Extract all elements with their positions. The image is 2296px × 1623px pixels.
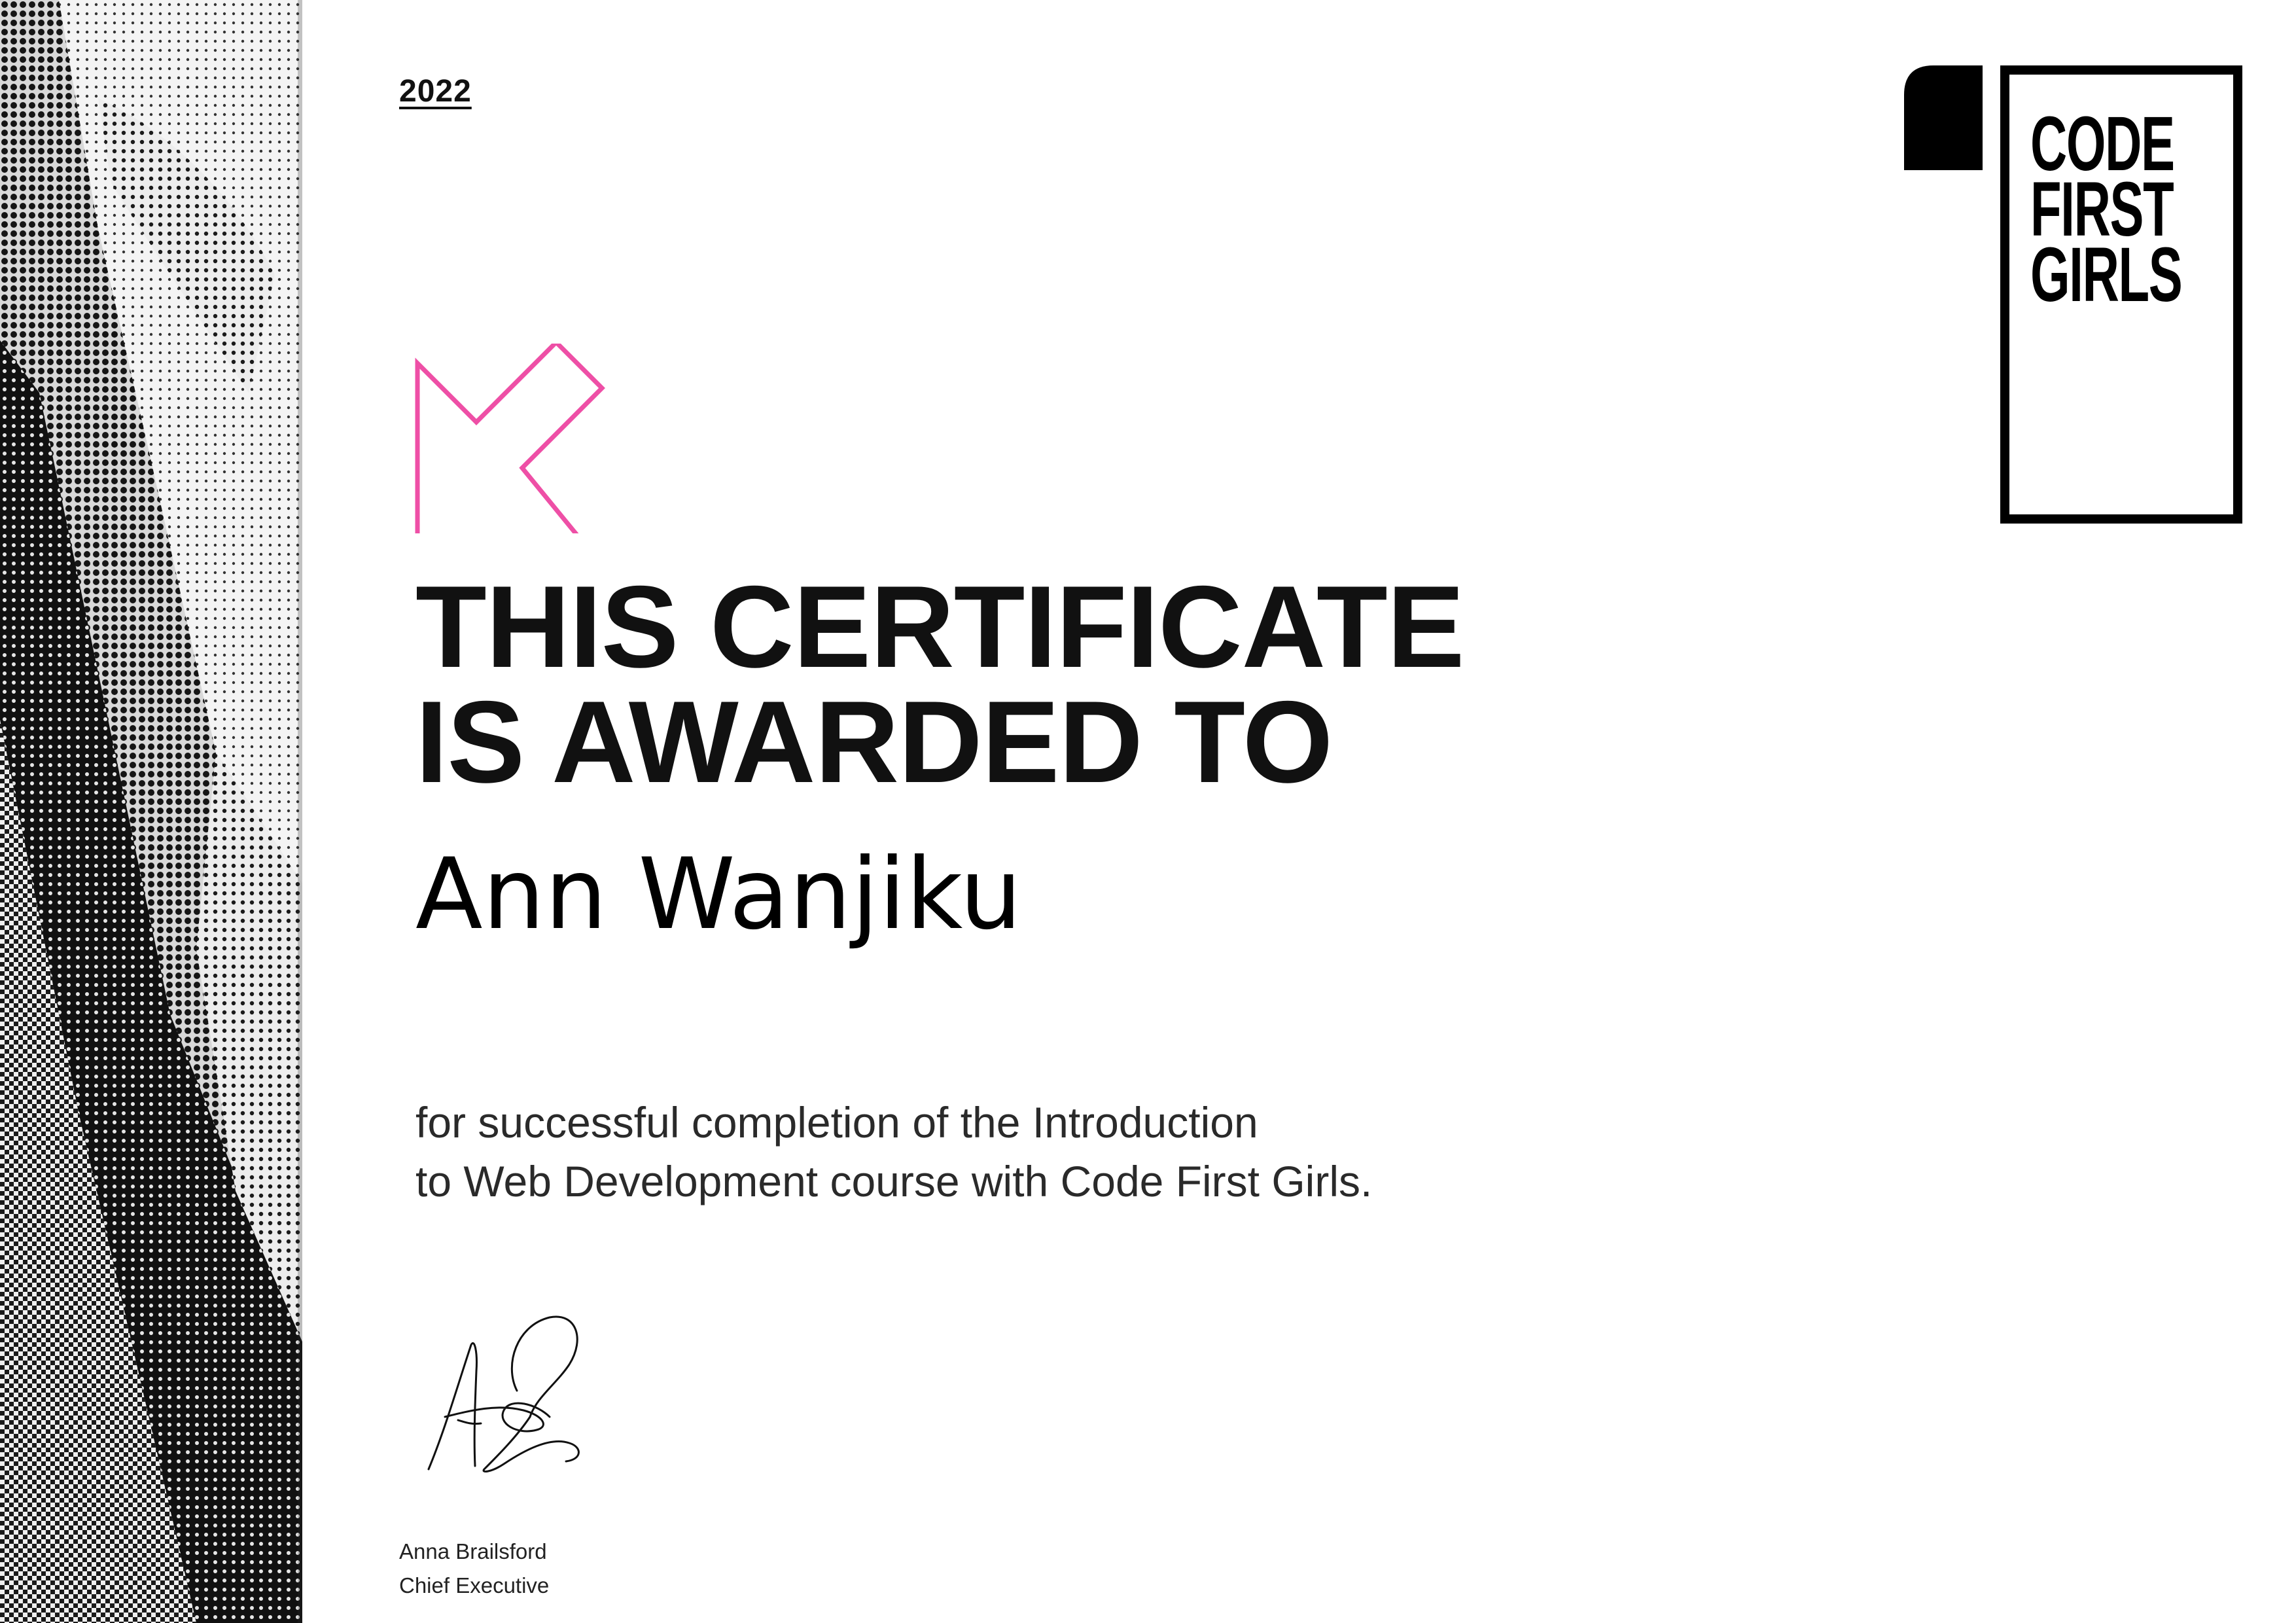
signatory-name: Anna Brailsford (399, 1539, 547, 1563)
signatory-block (399, 1535, 549, 1603)
logo-line-code: CODE (2030, 101, 2174, 187)
signatory-title: Chief Executive (399, 1573, 550, 1597)
completion-line-1: for successful completion of the Introduction (415, 1098, 1258, 1147)
code-first-girls-logo (1904, 65, 2241, 518)
logo-tab-shape (1904, 65, 1983, 170)
logo-line-girls: GIRLS (2030, 232, 2182, 318)
halftone-pattern (0, 0, 302, 1623)
completion-statement (415, 1093, 1372, 1211)
recipient-name: Ann Wanjiku (415, 838, 1022, 952)
certificate-heading (415, 562, 1464, 807)
halftone-side-panel (0, 0, 302, 1623)
logo-line-first: FIRST (2030, 166, 2174, 253)
certificate-year: 2022 (399, 74, 472, 109)
completion-line-2: to Web Development course with Code First Girls. (415, 1157, 1373, 1205)
logo-wordmark (2030, 101, 2182, 318)
heading-line-2: IS AWARDED TO (415, 677, 1333, 807)
logo-frame (2000, 65, 2242, 524)
signature-image (419, 1312, 595, 1489)
heading-line-1: THIS CERTIFICATE (415, 562, 1464, 692)
arrow-down-left-icon (412, 344, 609, 533)
